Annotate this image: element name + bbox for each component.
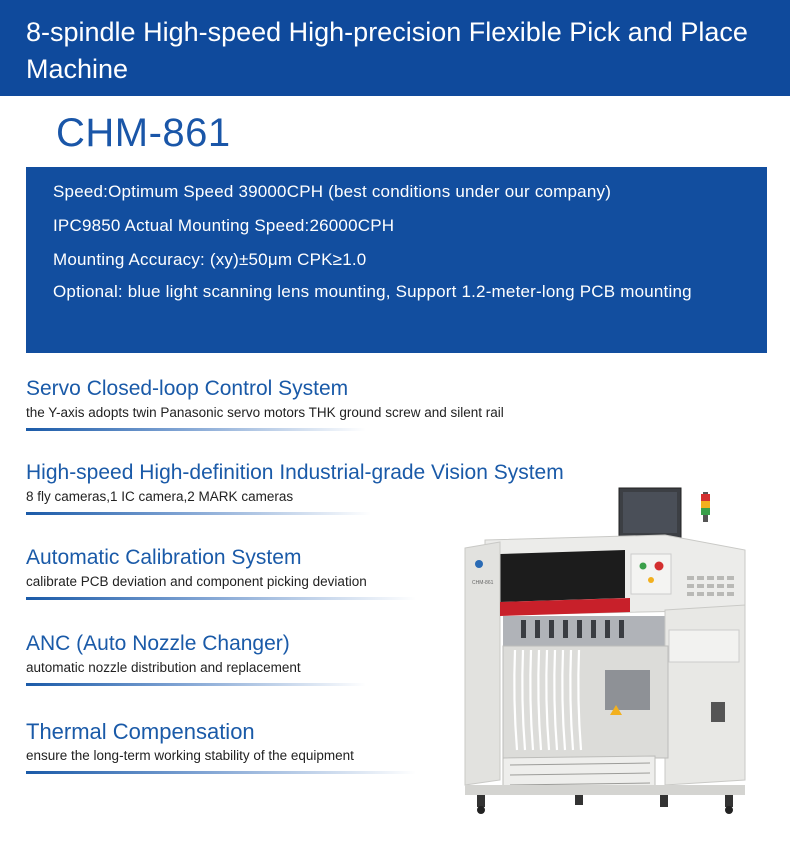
feature-divider [26,428,366,431]
feature-title: High-speed High-definition Industrial-grade Vision System [26,461,564,484]
header-title: 8-spindle High-speed High-precision Flexible Pick and Place Machine [26,17,748,84]
spec-accuracy: Mounting Accuracy: (xy)±50μm CPK≥1.0 [53,250,367,269]
model-title: CHM-861 [56,111,231,155]
feature-divider [26,597,416,600]
page-header [0,0,790,96]
feature-description: 8 fly cameras,1 IC camera,2 MARK cameras [26,489,294,504]
feature-divider [26,683,366,686]
feature-title: Thermal Compensation [26,719,255,744]
signal-tower [701,492,710,522]
spec-optional: Optional: blue light scanning lens mounting, Support 1.2-meter-long PCB mounting [53,282,692,301]
feature-title: Servo Closed-loop Control System [26,377,349,400]
feature-title: ANC (Auto Nozzle Changer) [26,632,290,655]
feature-description: the Y-axis adopts twin Panasonic servo motors THK ground screw and silent rail [26,405,504,420]
feature-title: Automatic Calibration System [26,546,302,569]
spec-ipc-speed: IPC9850 Actual Mounting Speed:26000CPH [53,216,395,235]
specs-panel [26,167,767,353]
feature-description: calibrate PCB deviation and component picking deviation [26,574,367,589]
spec-speed: Speed:Optimum Speed 39000CPH (best conditions under our company) [53,182,612,201]
machine-model-label: CHM-861 [472,580,494,586]
feature-servo [26,376,666,431]
feature-divider [26,512,371,515]
feature-description: automatic nozzle distribution and replacement [26,660,301,675]
machine-illustration [455,480,755,825]
feature-description: ensure the long-term working stability of the equipment [26,748,354,763]
feature-divider [26,771,416,774]
